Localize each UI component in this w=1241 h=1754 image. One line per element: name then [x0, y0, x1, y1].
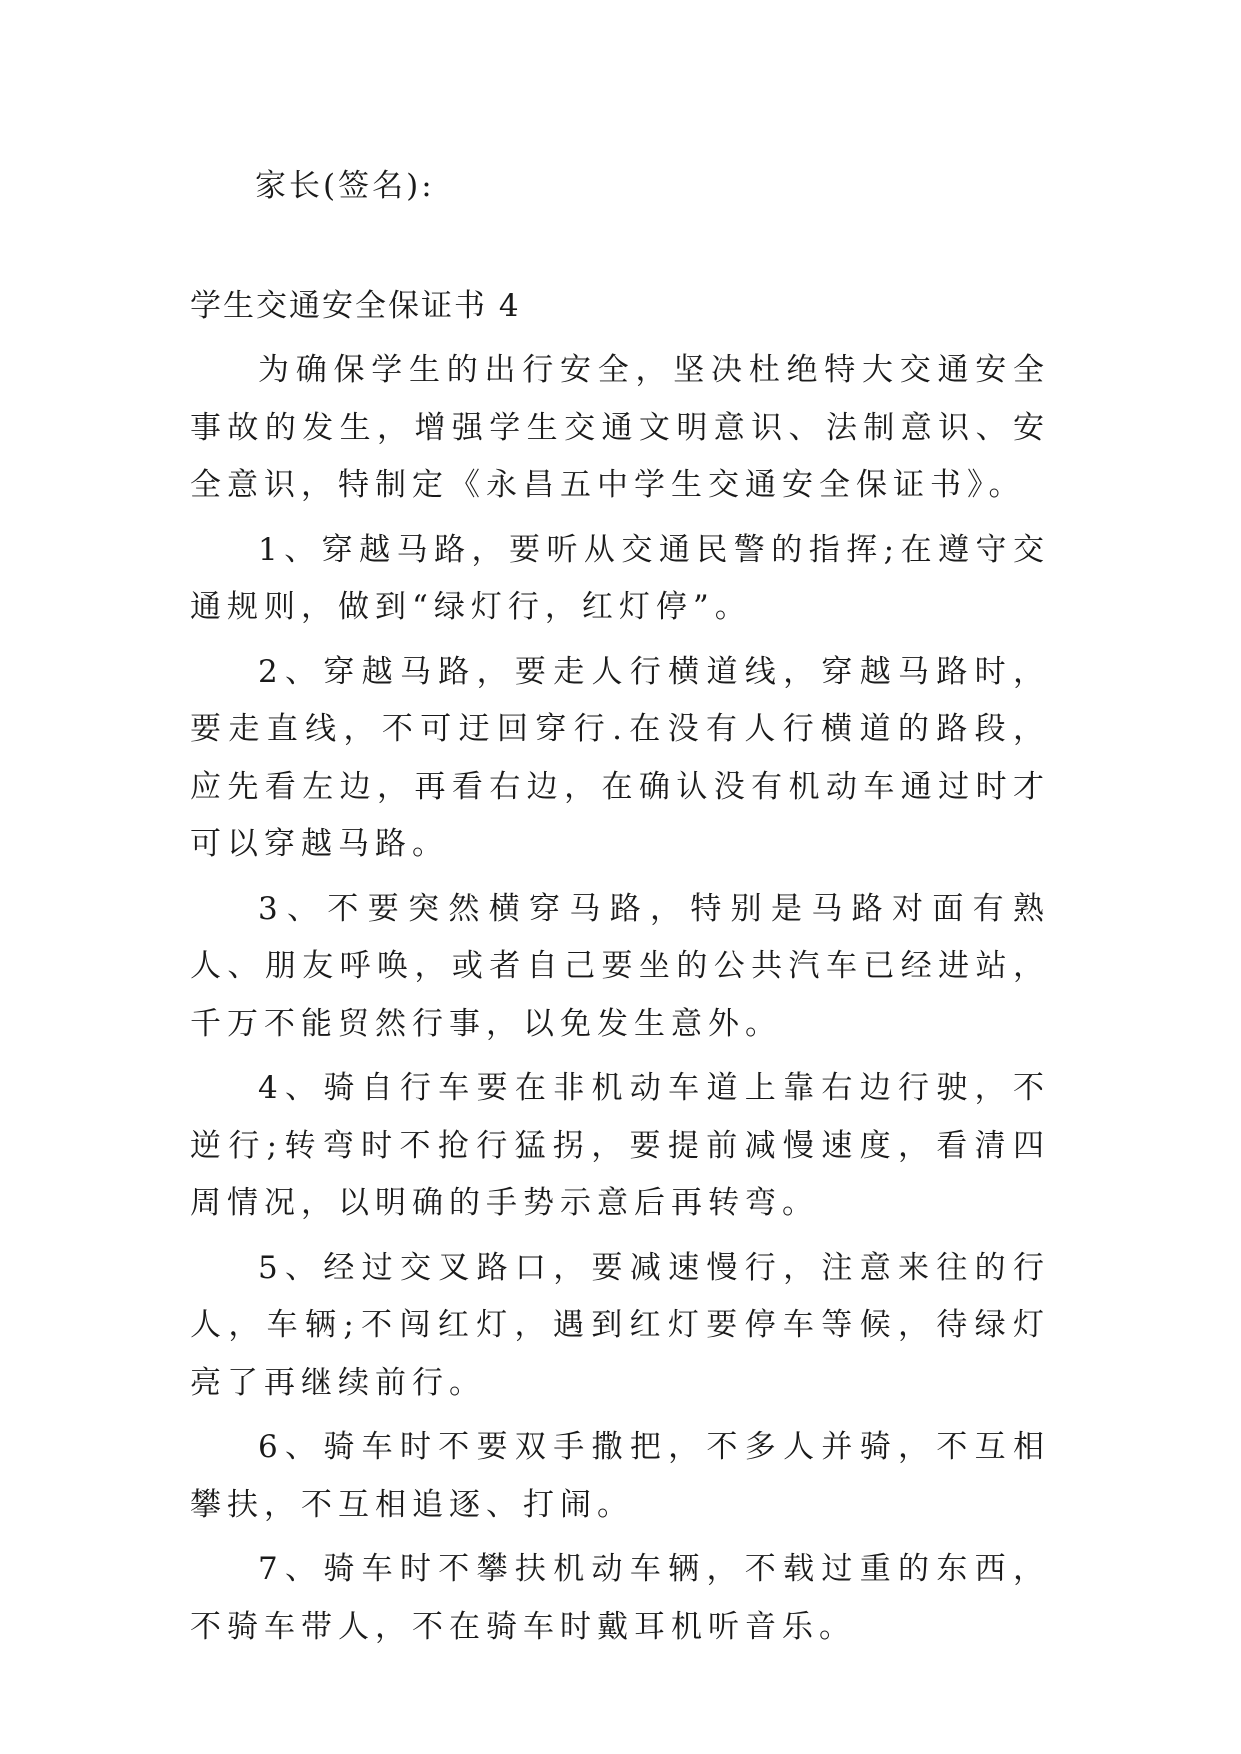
parent-signature-label: 家长(签名): — [255, 168, 435, 204]
paragraph-rule-6: 6、骑车时不要双手撒把，不多人并骑，不互相攀扶，不互相追逐、打闹。 — [190, 1429, 1050, 1523]
paragraph-intro: 为确保学生的出行安全，坚决杜绝特大交通安全事故的发生，增强学生交通文明意识、法制意识、安全意识，特制定《永昌五中学生交通安全保证书》。 — [190, 352, 1050, 503]
paragraph-rule-4: 4、骑自行车要在非机动车道上靠右边行驶，不逆行;转弯时不抢行猛拐，要提前减慢速度，看清四周情况，以明确的手势示意后再转弯。 — [190, 1070, 1050, 1221]
document-title: 学生交通安全保证书 4 — [190, 288, 521, 324]
paragraph-rule-5: 5、经过交叉路口，要减速慢行，注意来往的行人，车辆;不闯红灯，遇到红灯要停车等候，待绿灯亮了再继续前行。 — [190, 1249, 1050, 1401]
paragraph-rule-7: 7、骑车时不攀扶机动车辆，不载过重的东西，不骑车带人，不在骑车时戴耳机听音乐。 — [190, 1551, 1050, 1645]
document-body — [190, 342, 1050, 1663]
paragraph-rule-1: 1、穿越马路，要听从交通民警的指挥;在遵守交通规则，做到“绿灯行，红灯停”。 — [190, 531, 1050, 625]
paragraph-rule-3: 3、不要突然横穿马路，特别是马路对面有熟人、朋友呼唤，或者自己要坐的公共汽车已经进站，千万不能贸然行事，以免发生意外。 — [190, 890, 1050, 1042]
paragraph-rule-2: 2、穿越马路，要走人行横道线，穿越马路时，要走直线，不可迂回穿行.在没有人行横道的路段，应先看左边，再看右边，在确认没有机动车通过时才可以穿越马路。 — [190, 653, 1050, 862]
